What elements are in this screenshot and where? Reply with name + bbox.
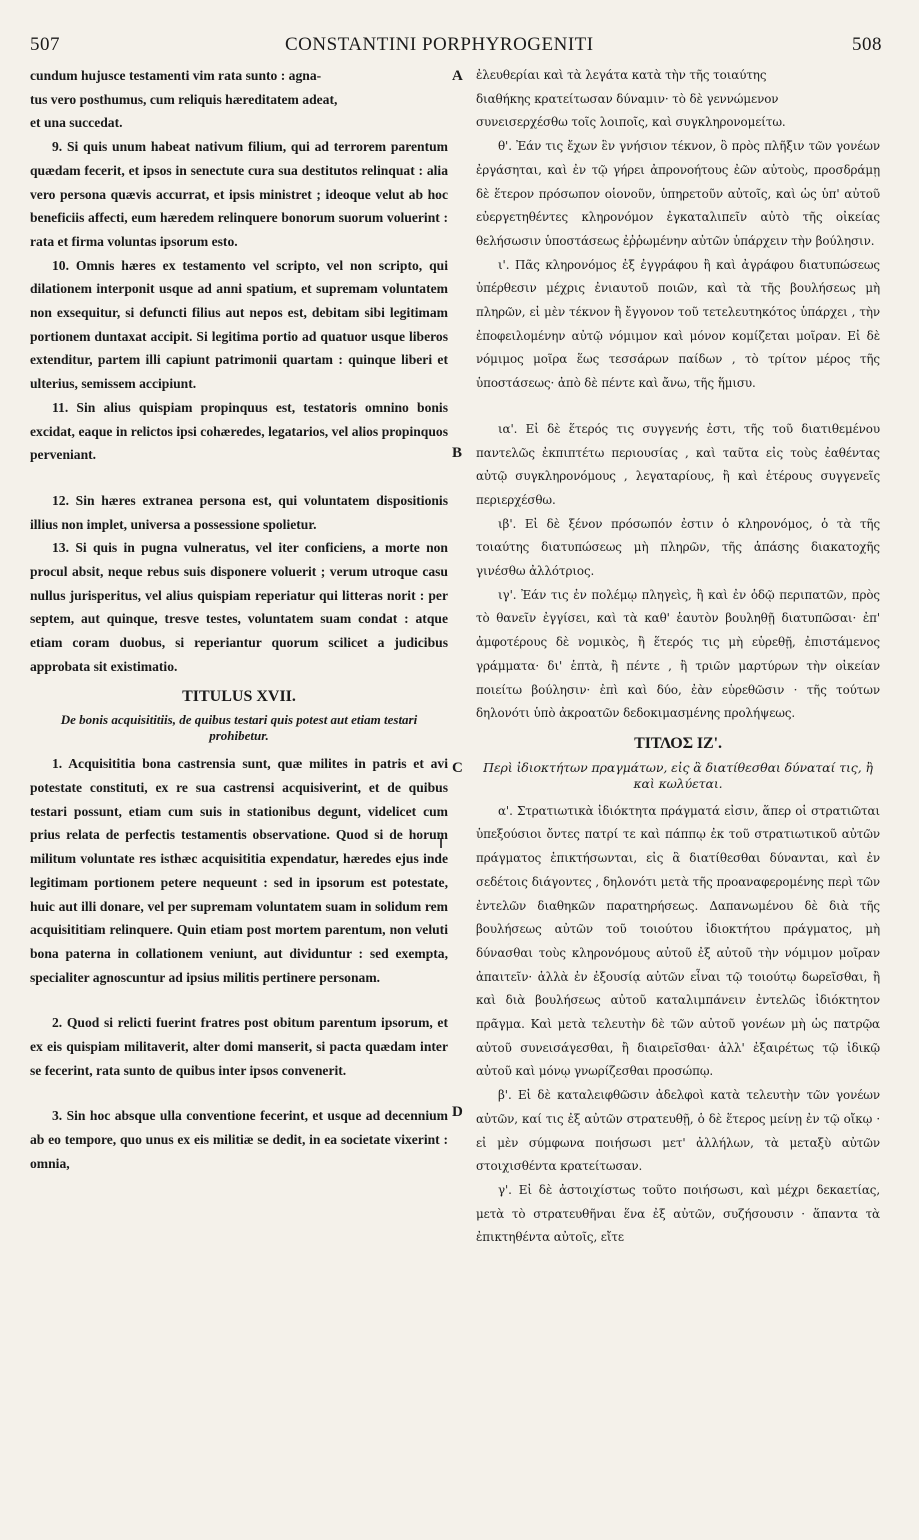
greek-column — [476, 64, 880, 1250]
margin-letter-c: C — [452, 760, 463, 776]
greek-line: διαθήκης κρατείτωσαν δύναμιν· τὸ δὲ γεννώμενον — [476, 91, 779, 106]
greek-paragraph-12: ιβ'. Εἰ δὲ ξένον πρόσωπόν ἐστιν ὁ κληρονόμος, ὁ τὰ τῆς τοιαύτης διατυπώσεως μὴ πληρῶν, τῆς ἁπάσης διακατοχῆς γινέσθω ἀλλότριος. — [476, 516, 880, 579]
greek-section-subtitle: Περὶ ἰδιοκτήτων πραγμάτων, εἰς ἃ διατίθεσθαι δύναταί τις, ἢ καὶ κωλύεται. — [483, 759, 873, 791]
latin-section-subtitle: De bonis acquisititiis, de quibus testari quis potest aut etiam testari prohibetur. — [60, 712, 418, 744]
greek-article-2: β'. Εἰ δὲ καταλειφθῶσιν ἀδελφοὶ κατὰ τελευτὴν τῶν γονέων αὐτῶν, καί τις ἐξ αὐτῶν στρατευθῇ, ὁ δὲ ἕτερος μείνῃ ἐν τῷ οἴκῳ · εἰ μὲν σύμφωνα ποιήσωσι μετ' ἀλλήλων, τὰ μεταξὺ αὐτῶν στοιχισθέντα κρατείτωσαν. — [476, 1088, 880, 1174]
greek-section-title: ΤΙΤΛΟΣ ΙΖ'. — [634, 734, 722, 752]
latin-line: tus vero posthumus, cum reliquis hæreditatem adeat, — [30, 91, 338, 107]
greek-paragraph-13: ιγ'. Ἐάν τις ἐν πολέμῳ πληγεὶς, ἢ καὶ ἐν ὁδῷ περιπατῶν, πρὸς τὸ θανεῖν ἐγγίσει, καὶ τὰ καθ' ἑαυτὸν βουληθῇ διατυπῶσαι· ἐπ' ἀμφοτέρους δὲ νομικὸς, ἢ ἕτερός τις μὴ εὑρεθῇ, ἐπιστάμενος γράμματα· δι' ἑπτὰ, ἢ πέντε , ἢ τριῶν μαρτύρων τὴν οἰκείαν ποιείτω βούλησιν· ἐπὶ καὶ δύο, ἐὰν εὑρεθῶσιν · τῆς τούτων δηλονότι ὑπὸ ἀκροατῶν δεδοκιμασμένης προλήψεως. — [476, 587, 880, 721]
latin-line: et una succedat. — [30, 115, 123, 131]
margin-letter-d: D — [452, 1104, 463, 1120]
latin-paragraph-13: 13. Si quis in pugna vulneratus, vel iter conficiens, a morte non procul absit, neque rebus suis disponere voluerit ; verum utroque casu nullus jurisperitus, vel alius quispiam reperiatur qui litteras norit : per septem, aut quinque, tresve testes, voluntatem suam condat : atque etiam coram duobus, si reperiantur quorum scilicet a judicibus approbata sit existimatio. — [30, 540, 448, 674]
latin-paragraph-12: 12. Sin hæres extranea persona est, qui voluntatem dispositionis illius non implet, universa a possessione spolietur. — [30, 492, 448, 532]
latin-article-2: 2. Quod si relicti fuerint fratres post obitum parentum ipsorum, et ex eis quispiam militaverit, alter domi manserit, si pacta quædam inter se fecerint, rata sunto de quibus inter ipsos convenerit. — [30, 1015, 448, 1078]
latin-article-1: 1. Acquisititia bona castrensia sunt, quæ milites in patris et avi potestate constituti, ex re sua castrensi acquisiverint, et de quibus testari possunt, etiam cum suis in stationibus degunt, videlicet cum prius relata de perfectis testamentis observatione. Quod si de horum militum voluntate res isthæc acquisititia expendatur, hæredes ejus inde legitimam portionem petere nequeunt : sed in ipsorum est potestate, huic aut illi donare, vel per supremam voluntatem suam in solidum rem acquisititiam relinquere. Quin etiam post mortem parentum, non veluti bona paterna in collationem veniunt, aut dividuntur : sed exempta, specialiter agnoscuntur ad ipsius militis pertinere personam. — [30, 756, 448, 985]
latin-paragraph-11: 11. Sin alius quispiam propinquus est, testatoris omnino bonis excidat, eaque in relictos ipsi cohæredes, legatarios, vel alios propinquos perveniant. — [30, 399, 448, 463]
greek-line: συνεισερχέσθω τοῖς λοιποῖς, καὶ συγκληρονομείτω. — [476, 115, 786, 130]
greek-article-3: γ'. Εἰ δὲ ἀστοιχίστως τοῦτο ποιήσωσι, καὶ μέχρι δεκαετίας, μετὰ τὸ στρατευθῆναι ἕνα ἐξ αὐτῶν, συζήσουσιν · ἅπαντα τὰ ἐπικτηθέντα αὐτοῖς, εἴτε — [476, 1182, 880, 1245]
left-page-number: 507 — [30, 34, 60, 55]
latin-paragraph-9: 9. Si quis unum habeat nativum filium, qui ad terrorem parentum quædam fecerit, et ipsos in senectute cura sua destitutos relinquat : alia vero persona quævis accurrat, et ipsis ministret ; ideoque velut ab hoc beneficiis affecti, eum hæredem relinquere bonorum suorum voluerint : rata et firma voluntas ipsorum esto. — [30, 139, 448, 249]
latin-article-3: 3. Sin hoc absque ulla conventione fecerint, et usque ad decennium ab eo tempore, quo unus ex eis militiæ se dedit, in ea societate vixerint : omnia, — [30, 1108, 448, 1171]
latin-column — [30, 64, 448, 1176]
right-page-number: 508 — [852, 34, 882, 55]
margin-letter-b: B — [452, 445, 463, 461]
latin-paragraph-10: 10. Omnis hæres ex testamento vel scripto, vel non scripto, qui dilationem interponit usque ad anni spatium, et supremam voluntatem non exsequitur, si defuncti filius aut nepos est, debitam sibi legitimam portionem duntaxat accipit. Si legitima portio ad quatuor usque liberos extenditur, partem illi capiunt patrimonii quartam : quinque liberi et ulterius, semissem accipiunt. — [30, 257, 448, 392]
greek-article-1: α'. Στρατιωτικὰ ἰδιόκτητα πράγματά εἰσιν, ἅπερ οἱ στρατιῶται ὑπεξούσιοι ὄντες πατρί τε καὶ πάππῳ ἐκ τοῦ στρατιωτικοῦ αὐτῶν πράγματος ἐπικτήσωνται, εἰς ἃ διατίθεσθαι δύνανται, καὶ ἐν σεδέτοις διάγοντες , δηλονότι μετὰ τῆς προαναφερομένης περὶ τῶν ἐντελῶν διαθηκῶν παρατηρήσεως. Δαπανωμένου δὲ διὰ τῆς βουλήσεως αὐτῶν τοῦ τοιούτου ἰδιοκτήτου πράγματος, μὴ δύνασθαι τοὺς κληρονόμους αὐτοῦ ἐξ αὐτοῦ τὴν νόμιμον μοῖραν ἀπαιτεῖν· ἀλλὰ ἐν ἐξουσίᾳ αὐτῶν εἶναι τῷ τοιούτῳ δωρεῖσθαι, ἢ καὶ διὰ βουλήσεως αὐτοῦ καταλιμπάνειν ἐντελῶς ἰδιόκτητον πρᾶγμα. Καὶ μετὰ τελευτὴν δὲ τῶν αὐτοῦ γονέων μὴ ὡς πατρῷα αὐτοῦ συνεισάγεσθαι, ἢ διαιρεῖσθαι· ἀλλ' ἐξαιρέτως τῷ ἰδικῷ αὐτοῦ καὶ μόνῳ γνωρίζεσθαι προσώπῳ. — [476, 803, 880, 1079]
latin-line: cundum hujusce testamenti vim rata sunto : agna- — [30, 68, 322, 83]
latin-section-title: TITULUS XVII. — [182, 687, 296, 705]
running-title: CONSTANTINI PORPHYROGENITI — [285, 34, 594, 55]
greek-paragraph-10: ι'. Πᾶς κληρονόμος ἐξ ἐγγράφου ἢ καὶ ἀγράφου διατυπώσεως ὑπέρθεσιν μέχρις ἐνιαυτοῦ ποιῶν, καὶ τὰ τῆς βουλήσεως μὴ πληρῶν, εἰ μὲν τέκνον ἢ ἔγγονον τοῦ τετελευτηκότος ὑπάρχει , τὴν ἐποφειλομένην αὐτῷ νόμιμον καὶ μόνον κομίζεται μοῖραν. Εἰ δὲ νόμιμος μοῖρα ἕως τεσσάρων παίδων , τὸ τρίτον μέρος τῆς ὑποστάσεως· ἀπὸ δὲ πέντε καὶ ἄνω, τῆς ἥμισυ. — [476, 257, 880, 391]
greek-paragraph-11: ια'. Εἰ δὲ ἕτερός τις συγγενής ἐστι, τῆς τοῦ διατιθεμένου παντελῶς ἐκπιπτέτω περιουσίας , καὶ ταῦτα εἰς τοὺς ἐαθέντας αὐτῷ συγκληρονόμους , λεγαταρίους, ἢ καὶ ἑτέρους συγγενεῖς περιερχέσθω. — [476, 421, 880, 507]
margin-letter-a: A — [452, 68, 463, 84]
greek-line: ἐλευθερίαι καὶ τὰ λεγάτα κατὰ τὴν τῆς τοιαύτης — [476, 68, 767, 82]
greek-paragraph-9: θ'. Ἐάν τις ἔχων ἓν γνήσιον τέκνον, ὃ πρὸς πλῆξιν τῶν γονέων ἐργάσηται, καὶ ἐν τῷ γήρει ἀπρονοήτους ἐῶν αὐτοὺς, προσδράμῃ δὲ ἕτερον πρόσωπον οἱονοῦν, ὑπηρετοῦν αὐτοῖς, καὶ ὡς ὑπ' αὐτοῦ εὐεργετηθέντες κληρονόμον ἐγκαταλιπεῖν αὐτὸ τῆς οἰκείας θελήσωσιν ὑποστάσεως ἐῤῥωμένην αὐτῶν ὑπάρχειν τὴν βούλησιν. — [476, 139, 880, 248]
